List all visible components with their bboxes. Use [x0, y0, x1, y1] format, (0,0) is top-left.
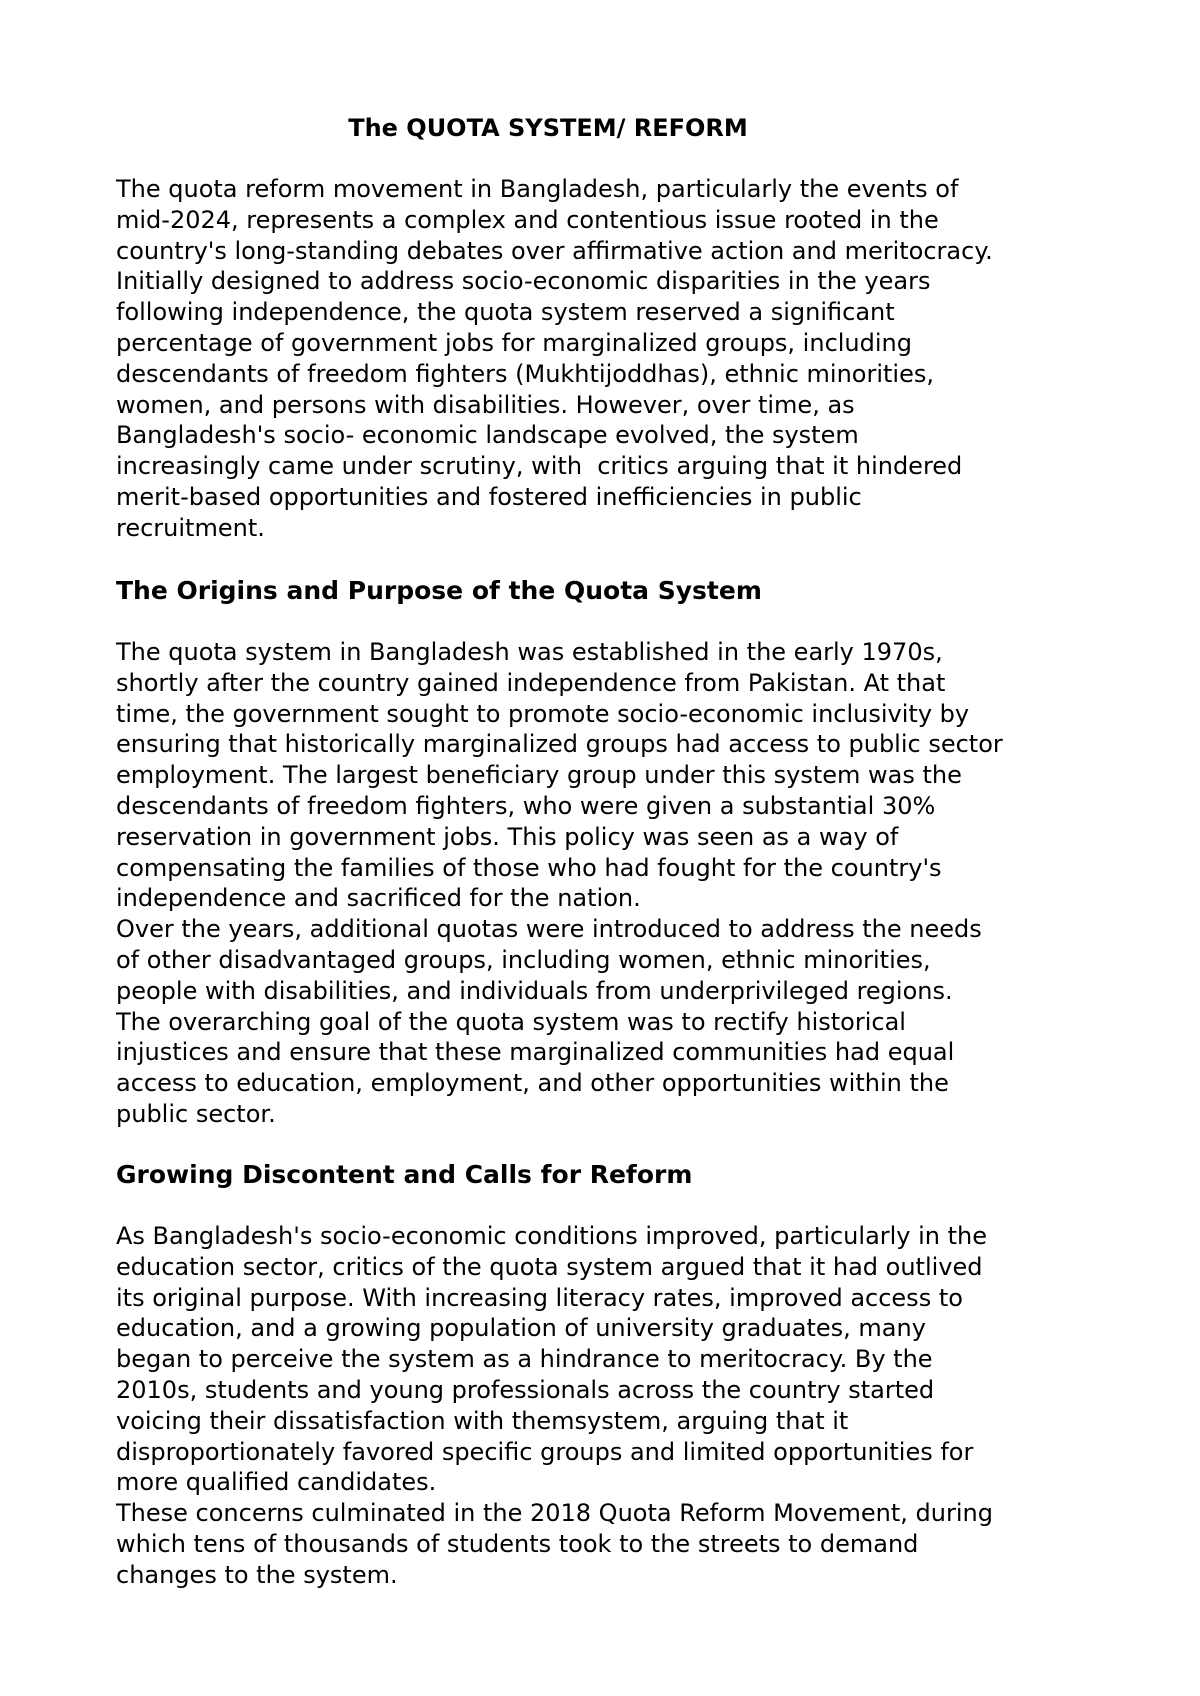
text-line: disproportionately favored specific groups and limited opportunities for [116, 1437, 974, 1466]
text-line: people with disabilities, and individuals from underprivileged regions. [116, 976, 953, 1005]
text-line: descendants of freedom fighters, who were given a substantial 30% [116, 791, 936, 820]
text-line: employment. The largest beneficiary group under this system was the [116, 761, 962, 790]
text-line: country's long-standing debates over affirmative action and meritocracy. [116, 236, 993, 265]
text-line: Bangladesh's socio- economic landscape evolved, the system [116, 421, 859, 450]
origins-paragraph [116, 637, 1116, 1130]
text-line: following independence, the quota system reserved a significant [116, 298, 895, 327]
text-line: reservation in government jobs. This policy was seen as a way of [116, 822, 899, 851]
text-line: time, the government sought to promote socio-economic inclusivity by [116, 699, 970, 728]
text-line: compensating the families of those who had fought for the country's [116, 853, 942, 882]
text-line: merit-based opportunities and fostered inefficiencies in public [116, 482, 862, 511]
text-line: injustices and ensure that these marginalized communities had equal [116, 1038, 955, 1067]
text-line: changes to the system. [116, 1560, 398, 1589]
text-line: independence and sacrificed for the nation. [116, 884, 641, 913]
text-line: As Bangladesh's socio-economic conditions improved, particularly in the [116, 1222, 988, 1250]
text-line: education sector, critics of the quota system argued that it had outlived [116, 1252, 983, 1281]
text-line: public sector. [116, 1099, 276, 1128]
text-line: more qualified candidates. [116, 1468, 437, 1497]
text-line: began to perceive the system as a hindrance to meritocracy. By the [116, 1345, 933, 1374]
text-line: increasingly came under scrutiny, with critics arguing that it hindered [116, 452, 963, 481]
text-line: The quota reform movement in Bangladesh, particularly the events of [116, 175, 959, 203]
text-line: mid-2024, represents a complex and contentious issue rooted in the [116, 205, 939, 234]
text-line: Over the years, additional quotas were introduced to address the needs [116, 915, 982, 944]
text-line: These concerns culminated in the 2018 Quota Reform Movement, during [116, 1499, 993, 1528]
document-title: The QUOTA SYSTEM/ REFORM [348, 114, 748, 142]
text-line: recruitment. [116, 513, 265, 542]
text-line: descendants of freedom fighters (Mukhtijoddhas), ethnic minorities, [116, 359, 934, 388]
text-line: percentage of government jobs for marginalized groups, including [116, 328, 912, 357]
text-line: women, and persons with disabilities. However, over time, as [116, 390, 855, 419]
text-line: The overarching goal of the quota system was to rectify historical [116, 1007, 906, 1036]
text-line: voicing their dissatisfaction with themsystem, arguing that it [116, 1406, 849, 1435]
intro-paragraph [116, 174, 1116, 544]
discontent-paragraph [116, 1221, 1116, 1591]
text-line: ensuring that historically marginalized groups had access to public sector [116, 730, 1003, 759]
text-line: 2010s, students and young professionals across the country started [116, 1375, 935, 1404]
text-line: which tens of thousands of students took to the streets to demand [116, 1529, 919, 1558]
section-heading-discontent: Growing Discontent and Calls for Reform [116, 1160, 693, 1189]
section-heading-origins: The Origins and Purpose of the Quota System [116, 576, 762, 605]
text-line: its original purpose. With increasing literacy rates, improved access to [116, 1283, 963, 1312]
text-line: education, and a growing population of university graduates, many [116, 1314, 926, 1343]
text-line: Initially designed to address socio-economic disparities in the years [116, 267, 931, 296]
text-line: The quota system in Bangladesh was established in the early 1970s, [116, 638, 943, 666]
text-line: shortly after the country gained independence from Pakistan. At that [116, 668, 946, 697]
text-line: of other disadvantaged groups, including women, ethnic minorities, [116, 945, 931, 974]
text-line: access to education, employment, and other opportunities within the [116, 1069, 949, 1098]
